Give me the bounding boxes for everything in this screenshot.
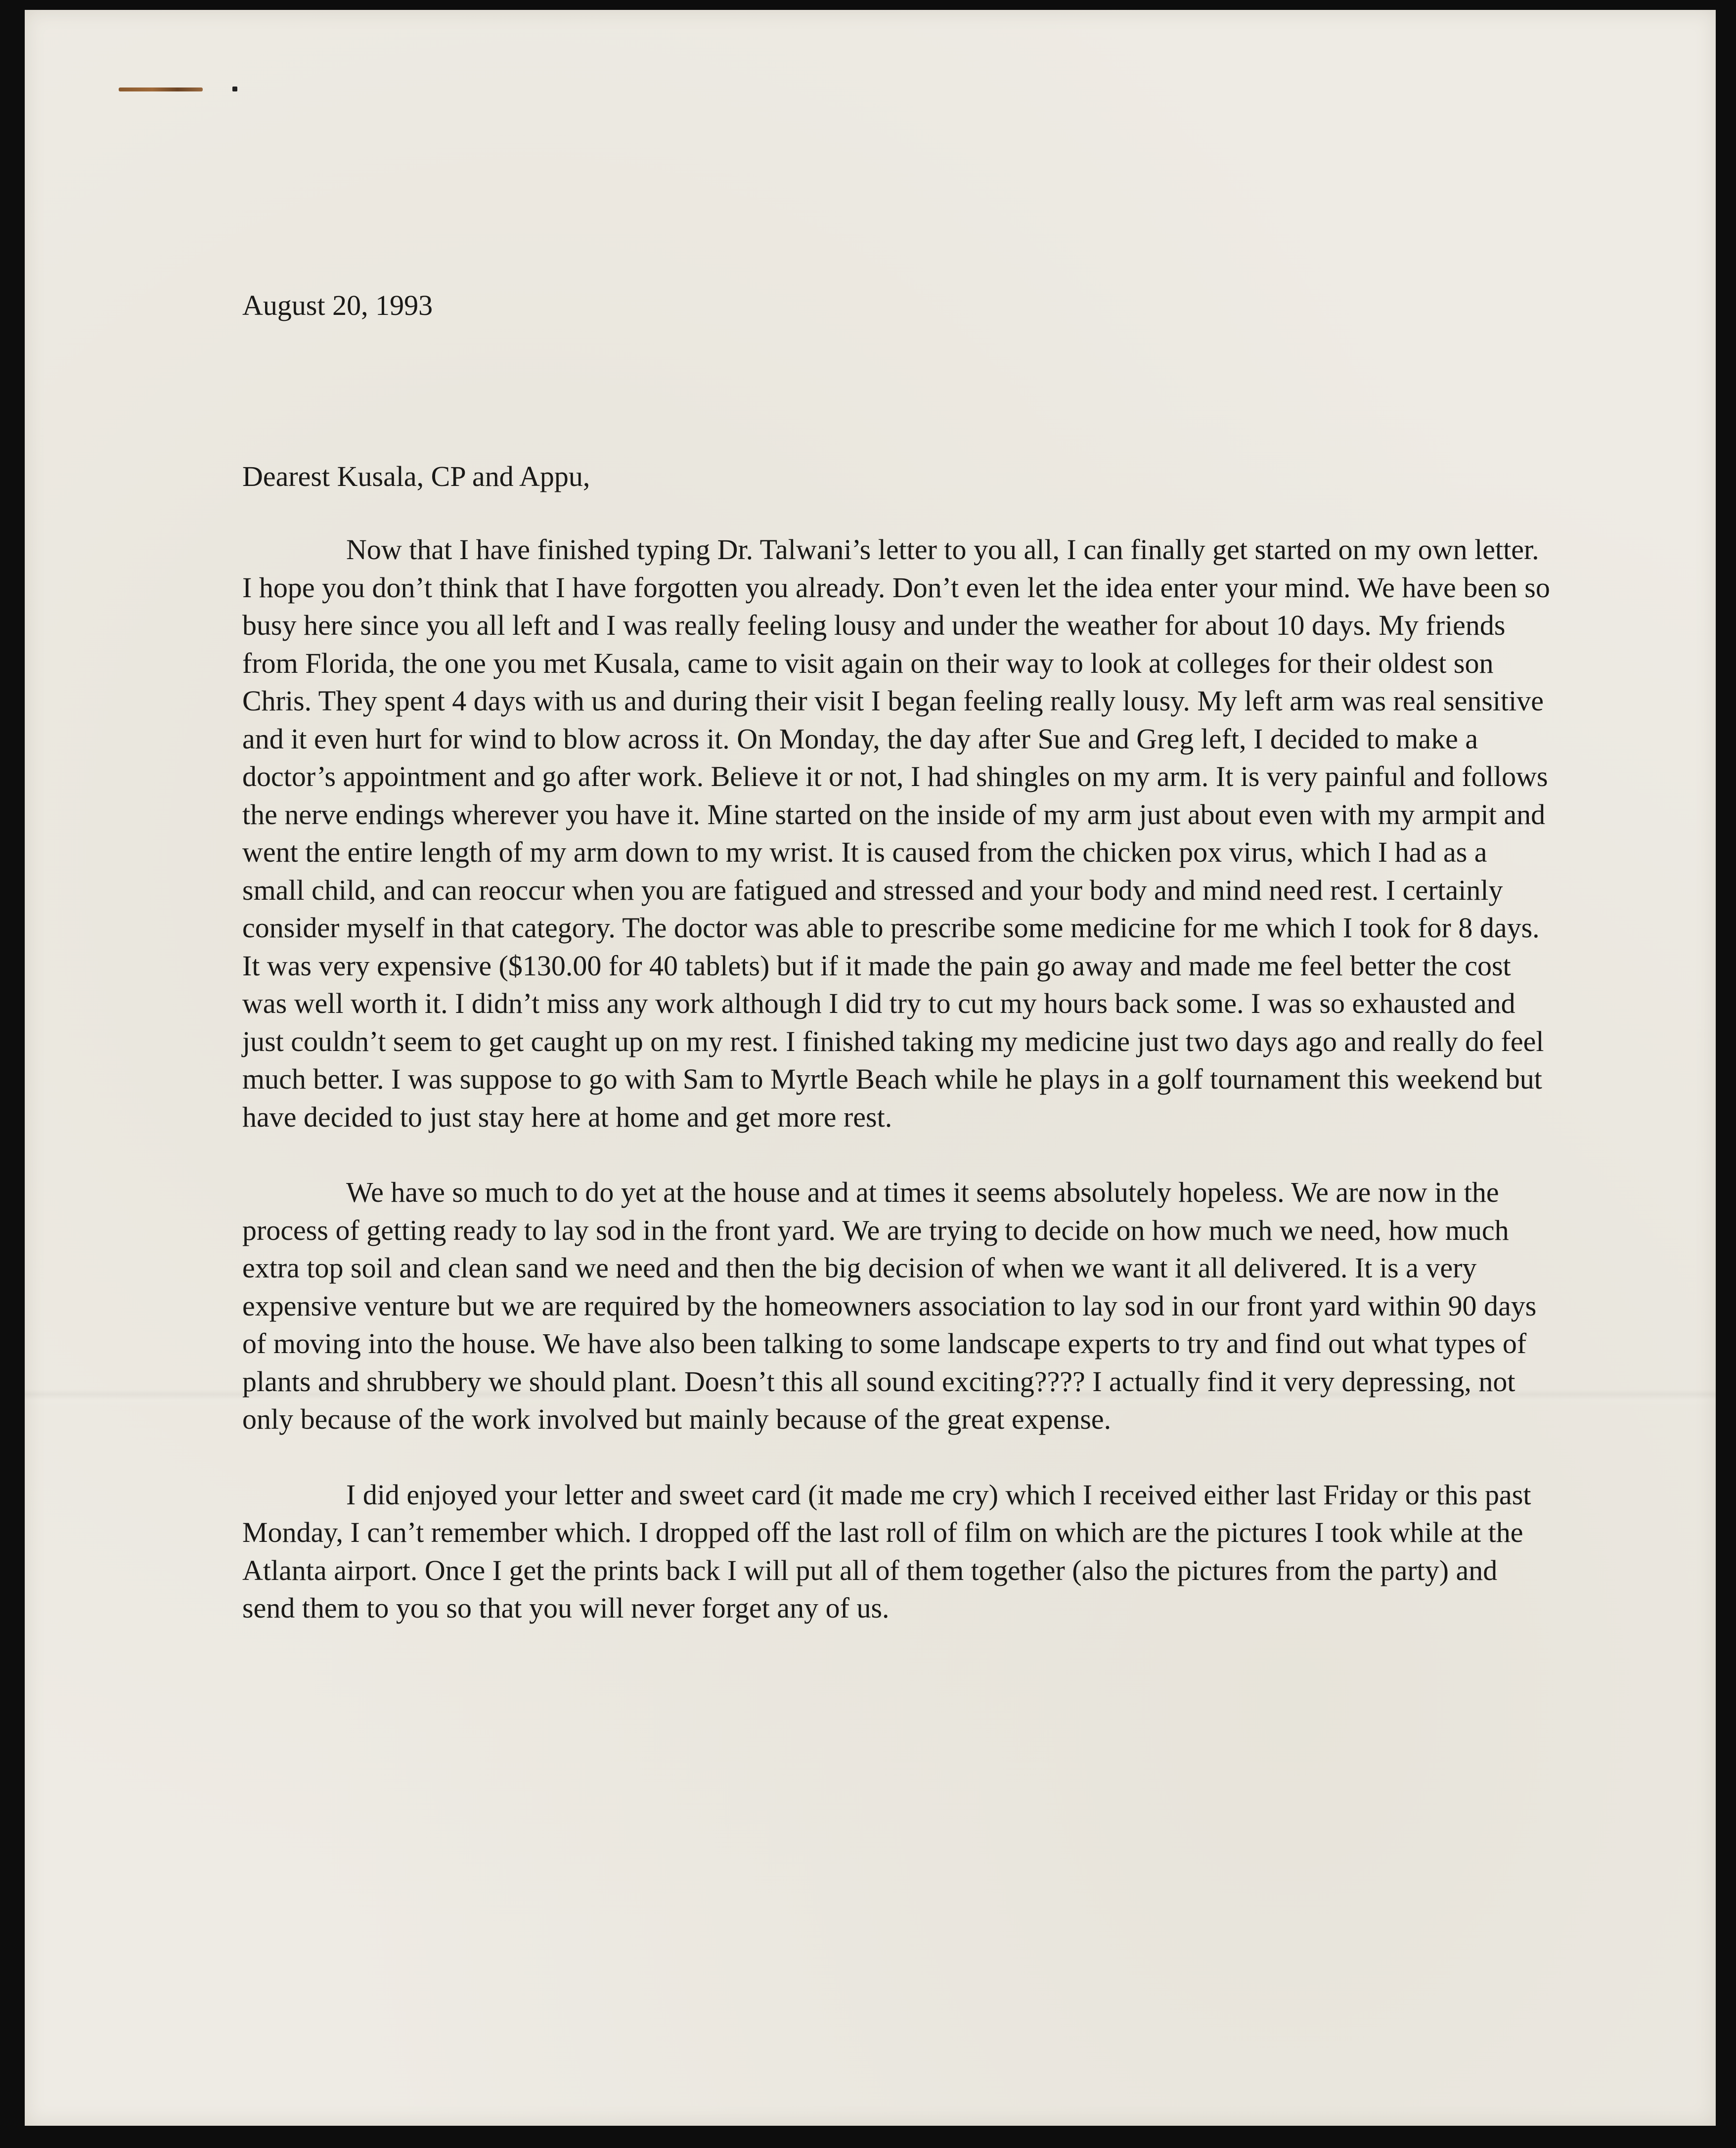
letter-body <box>242 287 1553 1665</box>
letter-paragraph-2: We have so much to do yet at the house and at times it seems absolutely hopeless. We are now in the process of getting ready to lay sod in the front yard. We are trying to decide on how much we need, how much extra top soil and clean sand we need and then the big decision of when we want it all delivered. It is a very expensive venture but we are required by the homeowners association to lay sod in our front yard within 90 days of moving into the house. We have also been talking to some landscape experts to try and find out what types of plants and shrubbery we should plant. Doesn’t this all sound exciting???? I actually find it very depressing, not only because of the work involved but mainly because of the great expense. <box>242 1176 1537 1435</box>
staple-mark <box>119 88 203 91</box>
letter-page <box>25 10 1716 2126</box>
letter-paragraph-3: I did enjoyed your letter and sweet card (it made me cry) which I received either last Friday or this past Monday, I can’t remember which. I dropped off the last roll of film on which are the pictures I took while at the Atlanta airport. Once I get the prints back I will put all of them together (also the pictures from the party) and send them to you so that you will never forget any of us. <box>242 1478 1531 1624</box>
letter-salutation: Dearest Kusala, CP and Appu, <box>242 460 590 492</box>
staple-hole <box>232 87 237 91</box>
letter-paragraph-1: Now that I have finished typing Dr. Talwani’s letter to you all, I can finally get started on my own letter. I hope you don’t think that I have forgotten you already. Don’t even let the idea enter your mind. We have been so busy here since you all left and I was really feeling lousy and under the weather for about 10 days. My friends from Florida, the one you met Kusala, came to visit again on their way to look at colleges for their oldest son Chris. They spent 4 days with us and during their visit I began feeling really lousy. My left arm was real sensitive and it even hurt for wind to blow across it. On Monday, the day after Sue and Greg left, I decided to make a doctor’s appointment and go after work. Believe it or not, I had shingles on my arm. It is very painful and follows the nerve endings wherever you have it. Mine started on the inside of my arm just about even with my armpit and went the entire length of my arm down to my wrist. It is caused from the chicken pox virus, which I had as a small child, and can reoccur when you are fatigued and stressed and your body and mind need rest. I certainly consider myself in that category. The doctor was able to prescribe some medicine for me which I took for 8 days. It was very expensive ($130.00 for 40 tablets) but if it made the pain go away and made me feel better the cost was well worth it. I didn’t miss any work although I did try to cut my hours back some. I was so exhausted and just couldn’t seem to get caught up on my rest. I finished taking my medicine just two days ago and really do feel much better. I was suppose to go with Sam to Myrtle Beach while he plays in a golf tournament this weekend but have decided to just stay here at home and get more rest. <box>242 533 1550 1133</box>
letter-date: August 20, 1993 <box>242 289 433 321</box>
